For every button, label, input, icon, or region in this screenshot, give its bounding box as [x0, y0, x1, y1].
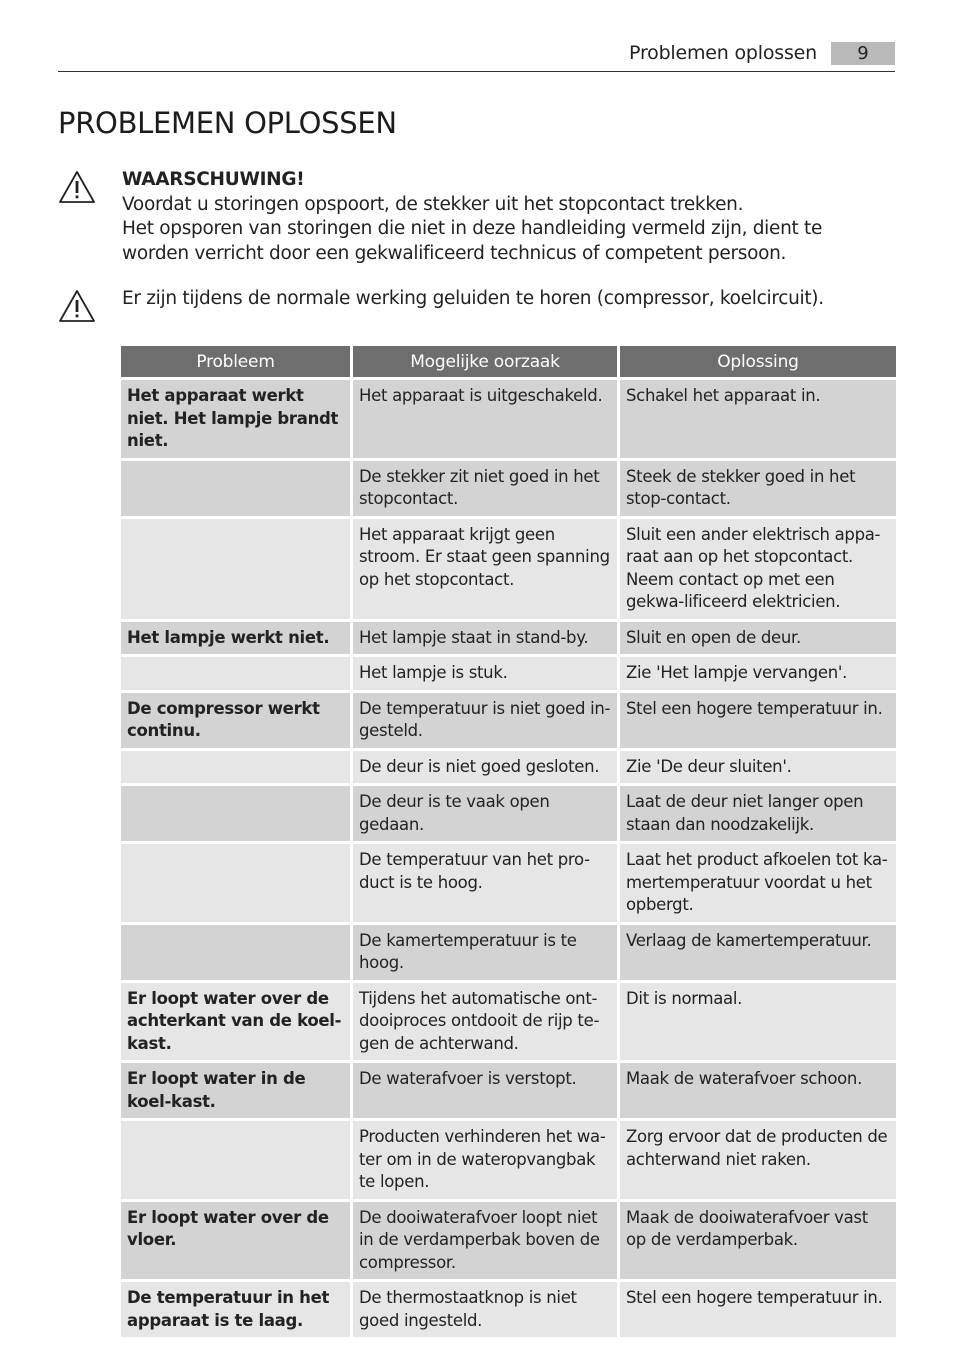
cause-cell: De temperatuur is niet goed in-gesteld.: [353, 693, 617, 748]
problem-cell: [121, 925, 350, 980]
problem-cell: Het lampje werkt niet.: [121, 622, 350, 655]
solution-cell: Laat de deur niet langer open staan dan noodzakelijk.: [620, 786, 896, 841]
problem-cell: Het apparaat werkt niet. Het lampje brandt niet.: [121, 380, 350, 458]
table-row: [121, 1202, 896, 1280]
cause-cell: Het apparaat krijgt geen stroom. Er staat geen spanning op het stopcontact.: [353, 519, 617, 619]
table-row: [121, 1121, 896, 1199]
problem-cell: De temperatuur in het apparaat is te laag.: [121, 1282, 350, 1337]
table-row: [121, 844, 896, 922]
solution-cell: Laat het product afkoelen tot ka-mertemperatuur voordat u het opbergt.: [620, 844, 896, 922]
solution-cell: Stel een hogere temperatuur in.: [620, 693, 896, 748]
cause-cell: Tijdens het automatische ont-dooiproces ontdooit de rijp te-gen de achterwand.: [353, 983, 617, 1061]
warning-block: [122, 168, 892, 266]
solution-cell: Steek de stekker goed in het stop-contact.: [620, 461, 896, 516]
warning-text: Voordat u storingen opspoort, de stekker uit het stopcontact trekken.: [122, 193, 744, 215]
info-block: [122, 287, 892, 312]
table-row: [121, 925, 896, 980]
cause-cell: De temperatuur van het pro-duct is te hoog.: [353, 844, 617, 922]
problem-cell: Er loopt water over de vloer.: [121, 1202, 350, 1280]
cause-cell: Producten verhinderen het wa-ter om in de wateropvangbak te lopen.: [353, 1121, 617, 1199]
problem-cell: [121, 461, 350, 516]
solution-cell: Schakel het apparaat in.: [620, 380, 896, 458]
table-row: [121, 519, 896, 619]
table-row: [121, 751, 896, 784]
table-row: [121, 786, 896, 841]
solution-cell: Stel een hogere temperatuur in.: [620, 1282, 896, 1337]
column-header-problem: Probleem: [121, 346, 350, 377]
cause-cell: De waterafvoer is verstopt.: [353, 1063, 617, 1118]
problem-cell: [121, 751, 350, 784]
page-title: PROBLEMEN OPLOSSEN: [58, 106, 397, 140]
solution-cell: Sluit en open de deur.: [620, 622, 896, 655]
problem-cell: [121, 844, 350, 922]
troubleshooting-table: [118, 343, 899, 1340]
table-header-row: [121, 346, 896, 377]
solution-cell: Sluit een ander elektrisch appa-raat aan op het stopcontact. Neem contact op met een gekwa-lificeerd elektricien.: [620, 519, 896, 619]
table-row: [121, 622, 896, 655]
cause-cell: De deur is te vaak open gedaan.: [353, 786, 617, 841]
column-header-solution: Oplossing: [620, 346, 896, 377]
problem-cell: De compressor werkt continu.: [121, 693, 350, 748]
info-text: Er zijn tijdens de normale werking geluiden te horen (compressor, koelcircuit).: [122, 288, 824, 309]
table-row: [121, 1063, 896, 1118]
table-row: [121, 693, 896, 748]
cause-cell: De dooiwaterafvoer loopt niet in de verdamperbak boven de compressor.: [353, 1202, 617, 1280]
solution-cell: Zie 'De deur sluiten'.: [620, 751, 896, 784]
solution-cell: Dit is normaal.: [620, 983, 896, 1061]
cause-cell: De stekker zit niet goed in het stopcontact.: [353, 461, 617, 516]
problem-cell: [121, 657, 350, 690]
page-header: [58, 40, 895, 72]
table-row: [121, 461, 896, 516]
warning-text: Het opsporen van storingen die niet in deze handleiding vermeld zijn, dient te worden verricht door een gekwalificeerd technicus of competent persoon.: [122, 218, 823, 264]
warning-heading: WAARSCHUWING!: [122, 169, 305, 190]
table-row: [121, 657, 896, 690]
table-row: [121, 983, 896, 1061]
column-header-cause: Mogelijke oorzaak: [353, 346, 617, 377]
solution-cell: Zie 'Het lampje vervangen'.: [620, 657, 896, 690]
cause-cell: De thermostaatknop is niet goed ingesteld.: [353, 1282, 617, 1337]
table-row: [121, 1282, 896, 1337]
cause-cell: De kamertemperatuur is te hoog.: [353, 925, 617, 980]
solution-cell: Maak de dooiwaterafvoer vast op de verdamperbak.: [620, 1202, 896, 1280]
page-number: 9: [831, 42, 895, 65]
problem-cell: Er loopt water over de achterkant van de koel-kast.: [121, 983, 350, 1061]
cause-cell: Het apparaat is uitgeschakeld.: [353, 380, 617, 458]
problem-cell: [121, 519, 350, 619]
problem-cell: [121, 1121, 350, 1199]
table-row: [121, 380, 896, 458]
problem-cell: [121, 786, 350, 841]
solution-cell: Maak de waterafvoer schoon.: [620, 1063, 896, 1118]
problem-cell: Er loopt water in de koel-kast.: [121, 1063, 350, 1118]
cause-cell: Het lampje staat in stand-by.: [353, 622, 617, 655]
solution-cell: Zorg ervoor dat de producten de achterwand niet raken.: [620, 1121, 896, 1199]
section-title: Problemen oplossen: [629, 42, 817, 64]
warning-triangle-icon: [58, 289, 96, 323]
cause-cell: Het lampje is stuk.: [353, 657, 617, 690]
cause-cell: De deur is niet goed gesloten.: [353, 751, 617, 784]
solution-cell: Verlaag de kamertemperatuur.: [620, 925, 896, 980]
warning-triangle-icon: [58, 170, 96, 204]
